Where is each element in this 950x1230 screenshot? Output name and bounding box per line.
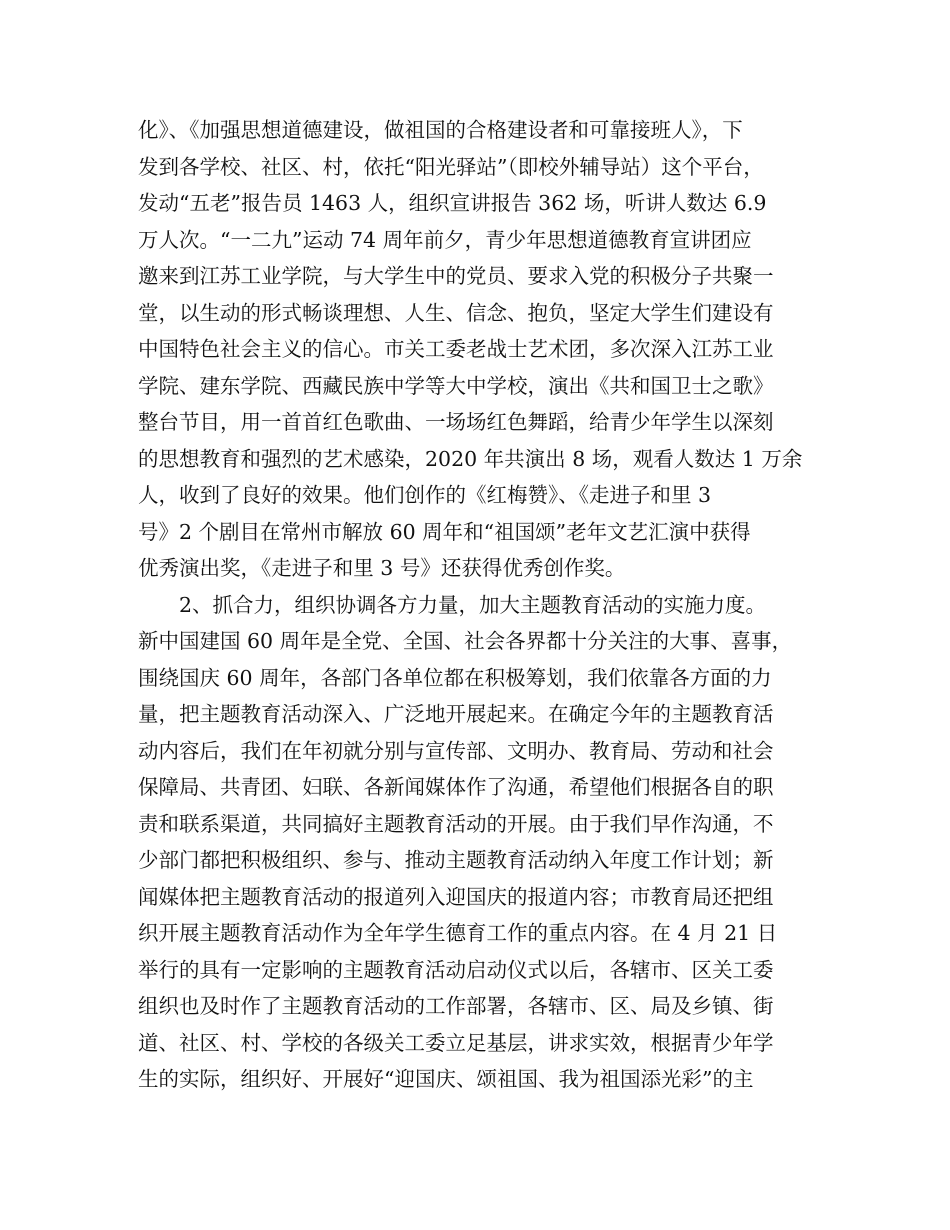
text-line: 责和联系渠道，共同搞好主题教育活动的开展。由于我们早作沟通，不 <box>138 811 774 836</box>
text-line: 织开展主题教育活动作为全年学生德育工作的重点内容。在 4 月 21 日 <box>138 921 778 945</box>
text-line: 邀来到江苏工业学院，与大学生中的党员、要求入党的积极分子共聚一 <box>138 264 774 288</box>
text-line: 保障局、共青团、妇联、各新闻媒体作了沟通，希望他们根据各自的职 <box>138 775 774 799</box>
text-line: 举行的具有一定影响的主题教育活动启动仪式以后，各辖市、区关工委 <box>138 957 774 982</box>
text-line: 优秀演出奖，《走进子和里 3 号》还获得优秀创作奖。 <box>138 556 626 580</box>
text-line: 量，把主题教育活动深入、广泛地开展起来。在确定今年的主题教育活 <box>138 702 774 726</box>
text-line: 号》2 个剧目在常州市解放 60 周年和“祖国颂”老年文艺汇演中获得 <box>138 519 751 544</box>
paragraph-heading-line: 2、抓合力，组织协调各方力量，加大主题教育活动的实施力度。 <box>179 592 767 617</box>
paragraph-1 <box>138 112 814 587</box>
text-line: 道、社区、村、学校的各级关工委立足基层，讲求实效，根据青少年学 <box>138 1030 774 1055</box>
text-line: 少部门都把积极组织、参与、推动主题教育活动纳入年度工作计划；新 <box>138 848 774 872</box>
text-line: 人，收到了良好的效果。他们创作的《红梅赞》、《走进子和里 3 <box>138 483 712 507</box>
document-body <box>138 112 814 1098</box>
text-line: 万人次。“一二九”运动 74 周年前夕，青少年思想道德教育宣讲团应 <box>138 227 752 252</box>
text-line: 化》、《加强思想道德建设，做祖国的合格建设者和可靠接班人》，下 <box>138 118 743 142</box>
paragraph-2 <box>138 587 814 1098</box>
text-line: 中国特色社会主义的信心。市关工委老战士艺术团，多次深入江苏工业 <box>138 337 774 361</box>
text-line: 围绕国庆 60 周年，各部门各单位都在积极筹划，我们依靠各方面的力 <box>138 665 772 690</box>
text-line: 组织也及时作了主题教育活动的工作部署，各辖市、区、局及乡镇、街 <box>138 994 774 1018</box>
text-line: 的思想教育和强烈的艺术感染，2020 年共演出 8 场，观看人数达 1 万余 <box>138 446 803 471</box>
text-line: 新中国建国 60 周年是全党、全国、社会各界都十分关注的大事、喜事， <box>138 629 793 653</box>
text-line: 堂，以生动的形式畅谈理想、人生、信念、抱负，坚定大学生们建设有 <box>138 300 774 325</box>
text-line: 发动“五老”报告员 1463 人，组织宣讲报告 362 场，听讲人数达 6.9 <box>138 191 767 215</box>
text-line: 整台节目，用一首首红色歌曲、一场场红色舞蹈，给青少年学生以深刻 <box>138 410 774 434</box>
text-line: 学院、建东学院、西藏民族中学等大中学校，演出《共和国卫士之歌》 <box>138 373 774 398</box>
text-line: 生的实际，组织好、开展好“迎国庆、颂祖国、我为祖国添光彩”的主 <box>138 1067 754 1091</box>
text-line: 动内容后，我们在年初就分别与宣传部、文明办、教育局、劳动和社会 <box>138 738 774 763</box>
text-line: 发到各学校、社区、村，依托“阳光驿站”（即校外辅导站）这个平台， <box>138 154 764 179</box>
text-line: 闻媒体把主题教育活动的报道列入迎国庆的报道内容；市教育局还把组 <box>138 884 774 909</box>
